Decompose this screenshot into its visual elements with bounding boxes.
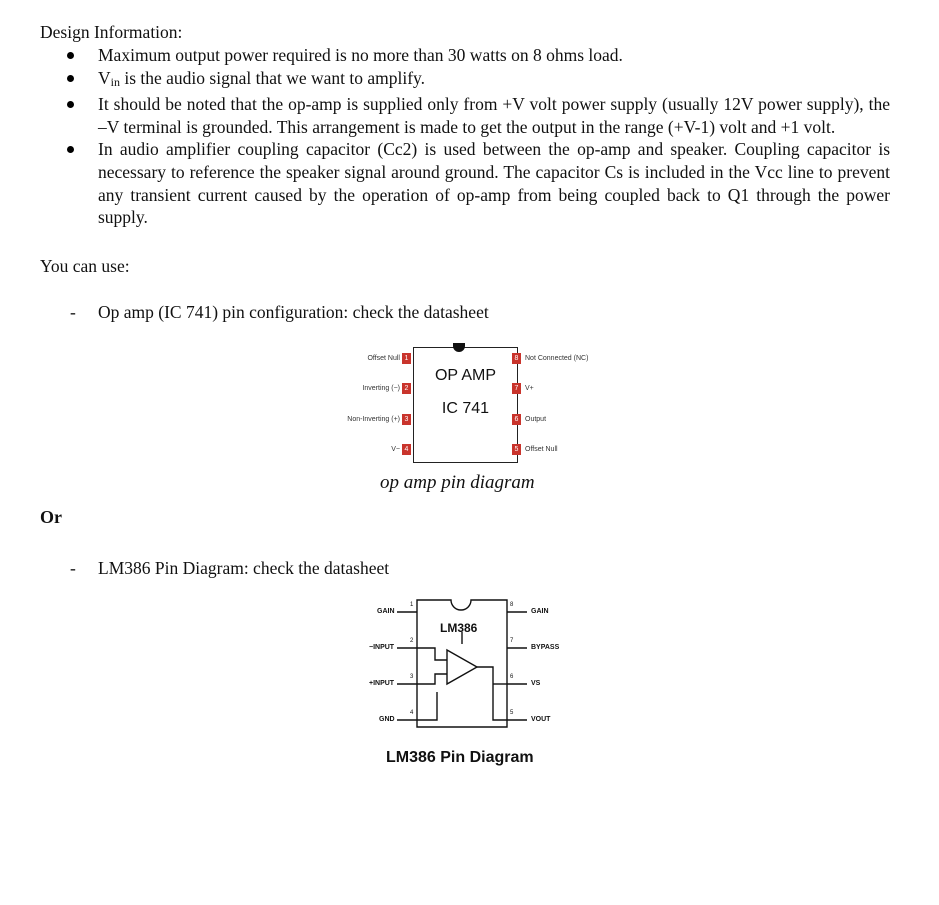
ic741-caption: op amp pin diagram (380, 472, 535, 493)
lm386-num-7: 7 (510, 638, 514, 644)
ic741-pin6: 6 (512, 414, 521, 425)
lm386-inv-wire (417, 648, 447, 660)
ic741-pin4: 4 (402, 444, 411, 455)
vin-rest: is the audio signal that we want to amplify. (119, 67, 426, 88)
lm386-right-bypass: BYPASS (531, 644, 560, 651)
ic741-diagram (320, 340, 620, 470)
lm386-num-8: 8 (510, 602, 514, 608)
option-lm386-line (70, 558, 390, 579)
ic741-pin2-label: Inverting (−) (362, 385, 400, 392)
or-separator: Or (40, 507, 62, 527)
lm386-num-3: 3 (410, 674, 414, 680)
vin-subscript: in (110, 74, 120, 89)
lm386-left-minus-input: −INPUT (369, 644, 395, 651)
lm386-num-2: 2 (410, 638, 414, 644)
bullet-power-supply: It should be noted that the op-amp is supplied only from +V volt power supply (usually 12V power supply), the –V terminal is grounded. This arrangement is made to get the output in the range (+V-1) volt and +1 volt. (98, 94, 890, 137)
option-ic741-dash: - (70, 302, 76, 322)
ic741-pin3-label: Non-Inverting (+) (347, 416, 400, 423)
ic741-title: OP AMP (434, 367, 497, 384)
lm386-num-1: 1 (410, 602, 414, 608)
ic741-pin1-label: Offset Null (367, 355, 400, 362)
lm386-gnd-wire (417, 692, 437, 720)
lm386-left-gain: GAIN (377, 608, 395, 615)
lm386-diagram (355, 592, 585, 737)
ic741-pin7: 7 (512, 383, 521, 394)
ic741-pin6-label: Output (525, 416, 547, 423)
ic741-pin5: 5 (512, 444, 521, 455)
lm386-left-plus-input: +INPUT (369, 680, 395, 687)
lm386-num-5: 5 (510, 710, 514, 716)
bullet-max-power: Maximum output power required is no more than 30 watts on 8 ohms load. (98, 44, 890, 67)
ic741-pin8: 8 (512, 353, 521, 364)
bullet-vin (98, 67, 890, 94)
option-ic741-text: Op amp (IC 741) pin configuration: check the datasheet (98, 302, 489, 322)
design-info-heading: Design Information: (40, 22, 183, 42)
lm386-amp-triangle (447, 650, 477, 684)
lm386-out-wire (477, 667, 507, 720)
option-lm386-text: LM386 Pin Diagram: check the datasheet (98, 558, 390, 578)
lm386-caption: LM386 Pin Diagram (386, 749, 534, 766)
you-can-use-label: You can use: (40, 256, 130, 276)
lm386-noninv-wire (417, 674, 447, 684)
lm386-left-gnd: GND (379, 716, 395, 723)
lm386-num-4: 4 (410, 710, 414, 716)
lm386-right-vout: VOUT (531, 716, 551, 723)
option-ic741-line (70, 302, 489, 323)
ic741-pin2: 2 (402, 383, 411, 394)
option-lm386-dash: - (70, 558, 76, 578)
ic741-pin8-label: Not Connected (NC) (525, 355, 589, 362)
ic741-pin4-label: V− (391, 446, 400, 453)
lm386-right-vs: VS (531, 680, 541, 687)
bullet-coupling-capacitor: In audio amplifier coupling capacitor (Cc2) is used between the op-amp and speaker. Coupling capacitor is necessary to reference the speaker signal around ground. The capacitor Cs is included in the Vcc line to prevent any transient current caused by the operation of op-amp from being coupled back to Q1 through the power supply. (98, 139, 890, 228)
lm386-num-6: 6 (510, 674, 514, 680)
design-info-list (98, 44, 890, 229)
lm386-title: LM386 (440, 621, 478, 635)
ic741-pin1: 1 (402, 353, 411, 364)
lm386-right-gain: GAIN (531, 608, 549, 615)
ic741-pin3: 3 (402, 414, 411, 425)
ic741-pin5-label: Offset Null (525, 446, 558, 453)
ic741-pin7-label: V+ (525, 385, 534, 392)
vin-v: V (98, 67, 111, 88)
ic741-model: IC 741 (441, 400, 490, 417)
